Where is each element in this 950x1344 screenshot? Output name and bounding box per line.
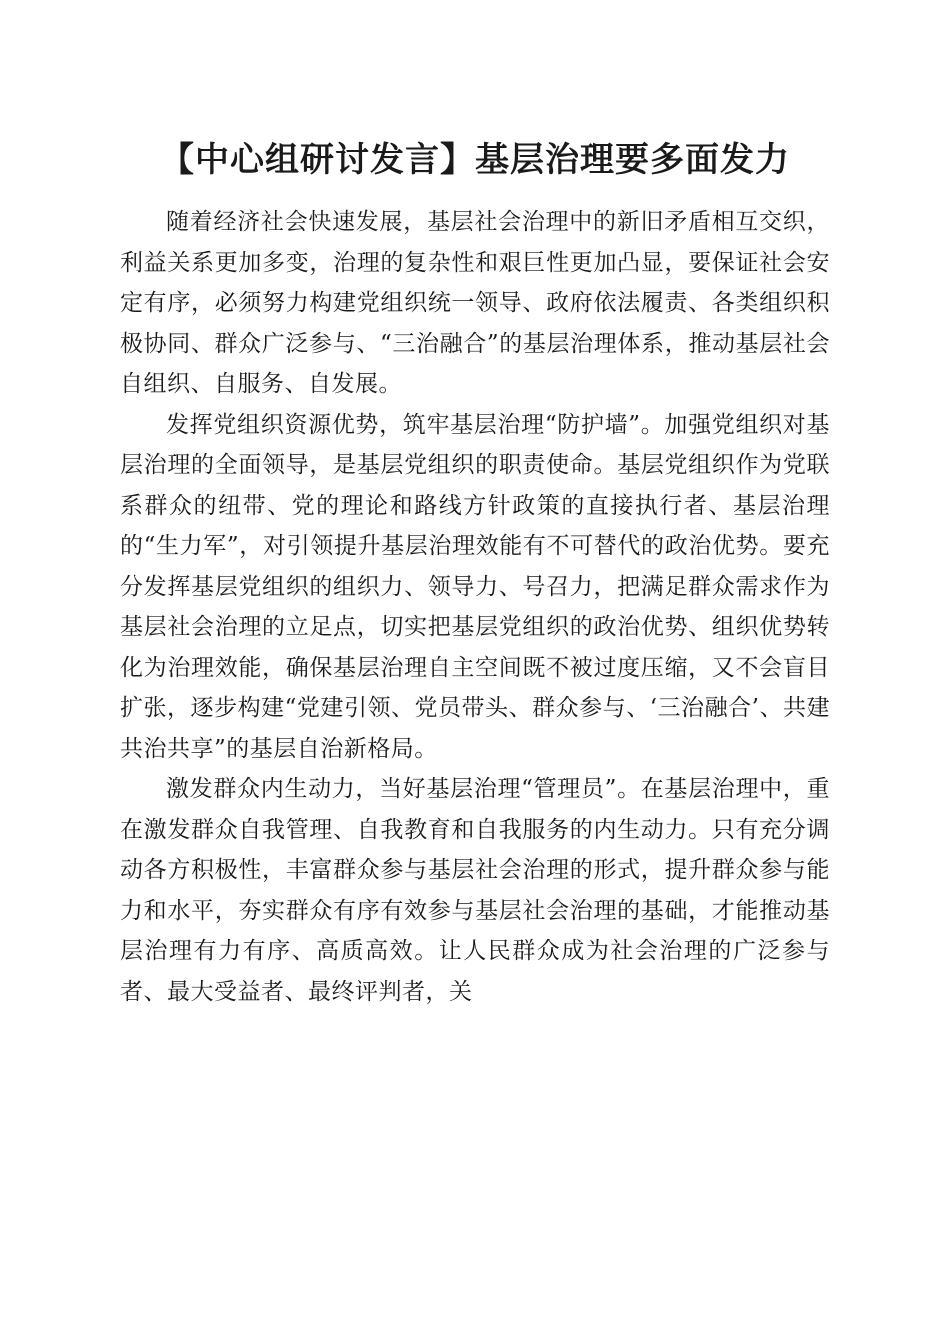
paragraph-party-organization: 发挥党组织资源优势，筑牢基层治理“防护墙”。加强党组织对基层治理的全面领导，是基层党组织的职责使命。基层党组织作为党联系群众的纽带、党的理论和路线方针政策的直接执行者、基层治理的“生力军”，对引领提升基层治理效能有不可替代的政治优势。要充分发挥基层党组织的组织力、领导力、号召力，把满足群众需求作为基层社会治理的立足点，切实把基层党组织的政治优势、组织优势转化为治理效能，确保基层治理自主空间既不被过度压缩，又不会盲目扩张，逐步构建“党建引领、党员带头、群众参与、‘三治融合’、共建共治共享”的基层自治新格局。 — [120, 411, 830, 762]
document-body — [120, 202, 830, 1012]
document-title: 【中心组研讨发言】基层治理要多面发力 — [160, 140, 790, 180]
paragraph-public-motivation: 激发群众内生动力，当好基层治理“管理员”。在基层治理中，重在激发群众自我管理、自我教育和自我服务的内生动力。只有充分调动各方积极性，丰富群众参与基层社会治理的形式，提升群众参与能力和水平，夯实群众有序有效参与基层社会治理的基础，才能推动基层治理有力有序、高质高效。让人民群众成为社会治理的广泛参与者、最大受益者、最终评判者，关 — [120, 776, 830, 1005]
paragraph-intro: 随着经济社会快速发展，基层社会治理中的新旧矛盾相互交织，利益关系更加多变，治理的复杂性和艰巨性更加凸显，要保证社会安定有序，必须努力构建党组织统一领导、政府依法履责、各类组织积极协同、群众广泛参与、“三治融合”的基层治理体系，推动基层社会自组织、自服务、自发展。 — [120, 209, 830, 397]
